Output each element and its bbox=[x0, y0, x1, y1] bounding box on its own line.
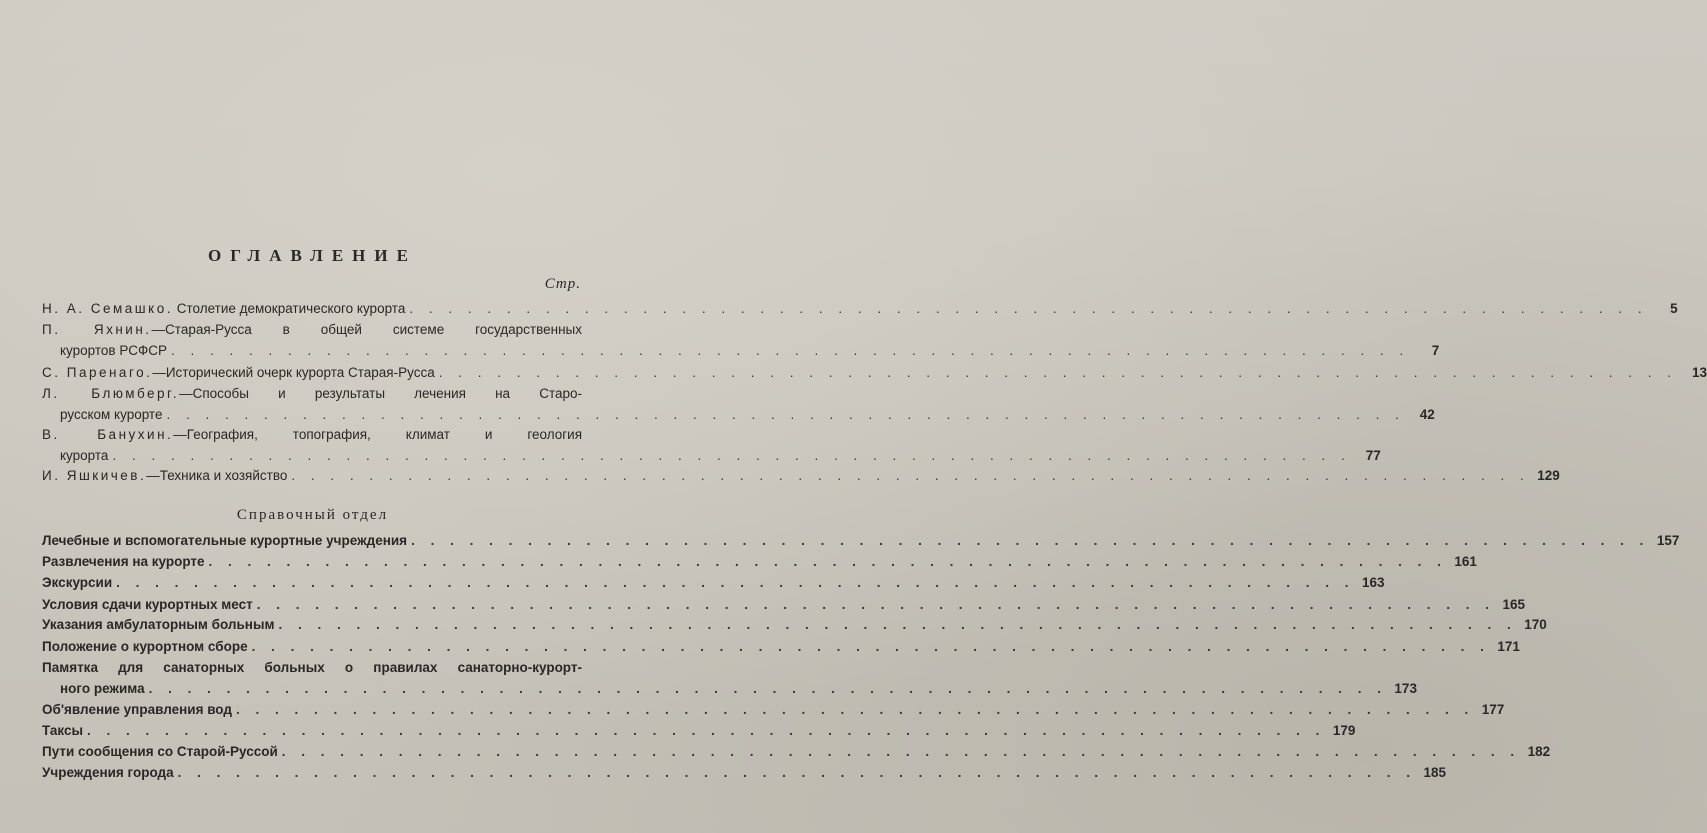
leader-dots: . . . . . . . . . . . . . . . . . . . . . . . . . . . . . . . . . . . . . . . . . . . . . . . . . . . . . . . . . . . . . . . . bbox=[411, 533, 1650, 548]
entry-title: —Техника и хозяйство bbox=[146, 468, 288, 483]
toc-entry bbox=[42, 424, 1381, 466]
leader-dots: . . . . . . . . . . . . . . . . . . . . . . . . . . . . . . . . . . . . . . . . . . . . . . . . . . . . . . . . . . . . . . . . bbox=[208, 554, 1447, 569]
toc-title: ОГЛАВЛЕНИЕ bbox=[208, 246, 417, 265]
reference-entry bbox=[42, 614, 1547, 635]
leader-dots: . . . . . . . . . . . . . . . . . . . . . . . . . . . . . . . . . . . . . . . . . . . . . . . . . . . . . . . . . . . . . . . . bbox=[148, 681, 1387, 696]
leader-dots: . . . . . . . . . . . . . . . . . . . . . . . . . . . . . . . . . . . . . . . . . . . . . . . . . . . . . . . . . . . . . . . . bbox=[235, 702, 1475, 717]
entry-title-cont: курорта bbox=[60, 448, 109, 463]
entry-title: Условия сдачи курортных мест bbox=[42, 597, 253, 612]
entry-page: 161 bbox=[1454, 554, 1477, 569]
toc-entry bbox=[42, 362, 1707, 383]
leader-dots: . . . . . . . . . . . . . . . . . . . . . . . . . . . . . . . . . . . . . . . . . . . . . . . . . . . . . . . . . . . . . . . . bbox=[256, 597, 1496, 612]
entry-title: —Способы и результаты лечения на Старо- bbox=[179, 386, 582, 401]
entry-page: 182 bbox=[1527, 744, 1551, 759]
entry-title-cont: ного режима bbox=[60, 681, 145, 696]
entry-title: —География, топография, климат и геология bbox=[173, 427, 583, 442]
entry-author: Н. А. Семашко. bbox=[42, 301, 173, 316]
entry-title: Развлечения на курорте bbox=[42, 554, 205, 569]
entry-page: 157 bbox=[1656, 533, 1680, 548]
entry-page: 77 bbox=[1365, 448, 1381, 463]
entry-title: —Старая-Русса в общей системе государственных bbox=[151, 322, 583, 337]
leader-dots: . . . . . . . . . . . . . . . . . . . . . . . . . . . . . . . . . . . . . . . . . . . . . . . . . . . . . . . . . . . . . . . . bbox=[251, 639, 1490, 654]
entry-title: —Исторический очерк курорта Старая-Русса bbox=[152, 365, 435, 380]
toc-entry bbox=[42, 383, 1435, 425]
reference-entry bbox=[42, 720, 1356, 741]
entry-title-cont: русском курорте bbox=[60, 407, 163, 422]
entry-title: Указания амбулаторным больным bbox=[42, 617, 275, 632]
entry-page: 163 bbox=[1361, 575, 1385, 590]
reference-entry bbox=[42, 699, 1505, 720]
entry-author: С. Паренаго. bbox=[42, 365, 153, 380]
leader-dots: . . . . . . . . . . . . . . . . . . . . . . . . . . . . . . . . . . . . . . . . . . . . . . . . . . . . . . . . . . . . . . . . bbox=[87, 723, 1326, 738]
leader-dots: . . . . . . . . . . . . . . . . . . . . . . . . . . . . . . . . . . . . . . . . . . . . . . . . . . . . . . . . . . . . . . . . bbox=[278, 617, 1517, 632]
entry-author: В. Банухин. bbox=[42, 427, 174, 442]
reference-entry bbox=[42, 636, 1520, 657]
entry-title: Экскурсии bbox=[42, 575, 113, 590]
entry-title: Памятка для санаторных больных о правилах санаторно-курорт- bbox=[42, 660, 582, 675]
entry-page: 171 bbox=[1497, 639, 1520, 654]
leader-dots: . . . . . . . . . . . . . . . . . . . . . . . . . . . . . . . . . . . . . . . . . . . . . . . . . . . . . . . . . . . . . . . . bbox=[116, 575, 1355, 590]
reference-entry bbox=[42, 741, 1551, 762]
entry-page: 129 bbox=[1537, 468, 1560, 483]
leader-dots: . . . . . . . . . . . . . . . . . . . . . . . . . . . . . . . . . . . . . . . . . . . . . . . . . . . . . . . . . . . . . . . . bbox=[291, 468, 1530, 483]
reference-entry bbox=[42, 657, 1417, 699]
entry-author: П. Яхнин. bbox=[42, 322, 152, 337]
entry-title: Лечебные и вспомогательные курортные учреждения bbox=[42, 533, 408, 548]
entry-page: 170 bbox=[1524, 617, 1547, 632]
entry-page: 5 bbox=[1670, 301, 1678, 316]
reference-section-title: Справочный отдел bbox=[236, 507, 389, 523]
entry-title: Столетие демократического курорта bbox=[176, 301, 406, 316]
reference-entry bbox=[42, 572, 1385, 593]
entry-page: 179 bbox=[1332, 723, 1356, 738]
leader-dots: . . . . . . . . . . . . . . . . . . . . . . . . . . . . . . . . . . . . . . . . . . . . . . . . . . . . . . . . . . . . . . . . bbox=[281, 744, 1521, 759]
entry-page: 7 bbox=[1431, 343, 1440, 358]
entry-title: Пути сообщения со Старой-Руссой bbox=[42, 744, 278, 759]
toc-entry bbox=[42, 319, 1440, 361]
entry-page: 13 bbox=[1692, 365, 1707, 380]
leader-dots: . . . . . . . . . . . . . . . . . . . . . . . . . . . . . . . . . . . . . . . . . . . . . . . . . . . . . . . . . . . . . . . . bbox=[166, 407, 1405, 422]
entry-page: 185 bbox=[1423, 765, 1446, 780]
page-column-header: Стр. bbox=[544, 276, 581, 292]
entry-title: Положение о курортном сборе bbox=[42, 639, 248, 654]
leader-dots: . . . . . . . . . . . . . . . . . . . . . . . . . . . . . . . . . . . . . . . . . . . . . . . . . . . . . . . . . . . . . . . . bbox=[177, 765, 1416, 780]
entry-page: 177 bbox=[1481, 702, 1505, 717]
entry-author: И. Яшкичев. bbox=[42, 468, 147, 483]
leader-dots: . . . . . . . . . . . . . . . . . . . . . . . . . . . . . . . . . . . . . . . . . . . . . . . . . . . . . . . . . . . . . . . . bbox=[409, 301, 1648, 316]
leader-dots: . . . . . . . . . . . . . . . . . . . . . . . . . . . . . . . . . . . . . . . . . . . . . . . . . . . . . . . . . . . . . . . . bbox=[438, 365, 1678, 380]
entry-title-cont: курортов РСФСР bbox=[60, 343, 167, 358]
entry-page: 165 bbox=[1502, 597, 1526, 612]
toc-entry bbox=[42, 465, 1560, 486]
reference-entry bbox=[42, 551, 1477, 572]
entry-title: Учреждения города bbox=[42, 765, 174, 780]
entry-title: Об'явление управления вод bbox=[42, 702, 232, 717]
reference-entry bbox=[42, 530, 1680, 551]
entry-author: Л. Блюмберг. bbox=[42, 386, 180, 401]
reference-entry bbox=[42, 762, 1446, 783]
toc-entry bbox=[42, 298, 1678, 319]
reference-entry bbox=[42, 594, 1526, 615]
entry-title: Таксы bbox=[42, 723, 84, 738]
leader-dots: . . . . . . . . . . . . . . . . . . . . . . . . . . . . . . . . . . . . . . . . . . . . . . . . . . . . . . . . . . . . . . . . bbox=[170, 343, 1410, 358]
entry-page: 42 bbox=[1419, 407, 1435, 422]
leader-dots: . . . . . . . . . . . . . . . . . . . . . . . . . . . . . . . . . . . . . . . . . . . . . . . . . . . . . . . . . . . . . . . . bbox=[112, 448, 1351, 463]
entry-page: 173 bbox=[1394, 681, 1417, 696]
